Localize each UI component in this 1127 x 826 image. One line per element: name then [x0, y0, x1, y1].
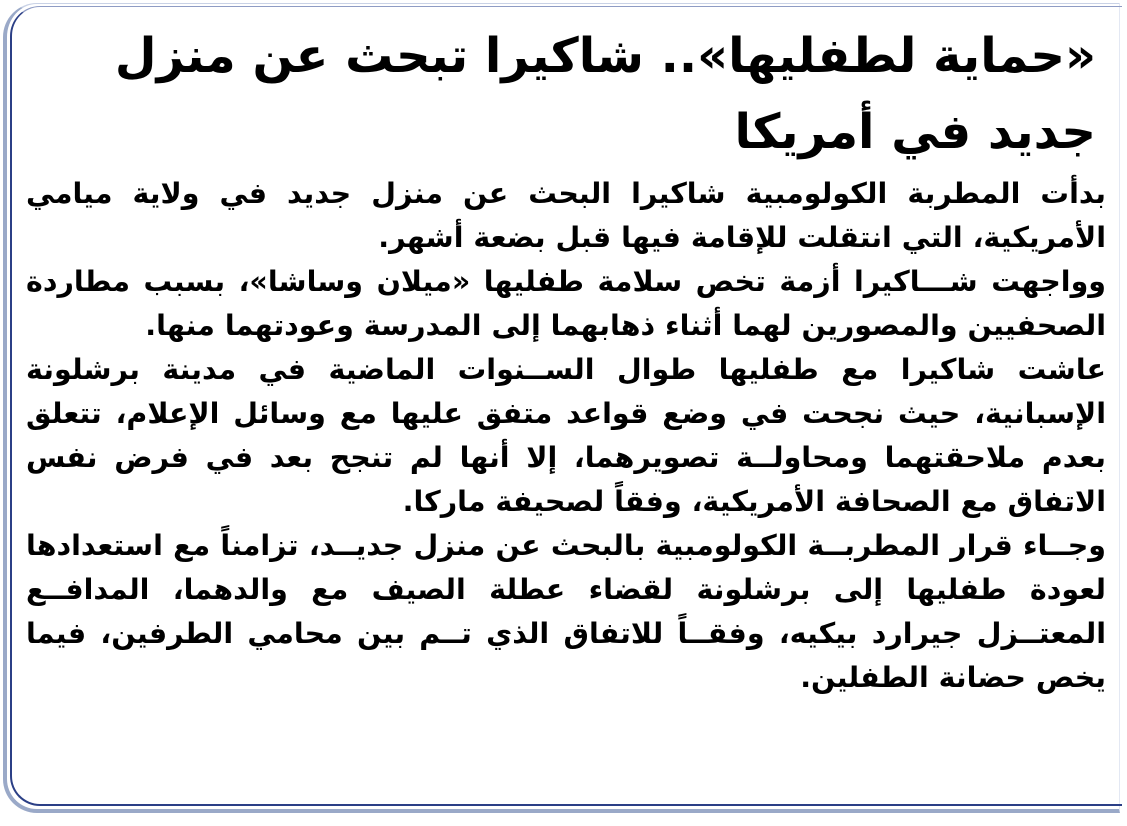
- article-clipping: [22, 18, 1112, 788]
- article-headline: «حماية لطفليها».. شاكيرا تبحث عن منزل جديد في أمريكا: [114, 28, 1096, 160]
- article-paragraph-4: وجــاء قرار المطربــة الكولومبية بالبحث عن منزل جديــد، تزامناً مع استعدادها لعودة طفليها إلى برشلونة لقضاء عطلة الصيف مع والدهما، المدافــع المعتــزل جيرارد بيكيه، وفقــاً للاتفاق الذي تــم بين محامي الطرفين، فيما يخص حضانة الطفلين.: [26, 529, 1106, 694]
- article-body: [22, 172, 1112, 700]
- article-paragraph-2: وواجهت شـــاكيرا أزمة تخص سلامة طفليها «ميلان وساشا»، بسبب مطاردة الصحفيين والمصورين لهما أثناء ذهابهما إلى المدرسة وعودتهما منها.: [26, 265, 1106, 342]
- article-paragraph-1: بدأت المطربة الكولومبية شاكيرا البحث عن منزل جديد في ولاية ميامي الأمريكية، التي انتقلت للإقامة فيها قبل بضعة أشهر.: [26, 177, 1106, 254]
- article-paragraph-3: عاشت شاكيرا مع طفليها طوال الســنوات الماضية في مدينة برشلونة الإسبانية، حيث نجحت في وضع قواعد متفق عليها مع وسائل الإعلام، تتعلق بعدم ملاحقتهما ومحاولــة تصويرهما، إلا أنها لم تنجح بعد في فرض نفس الاتفاق مع الصحافة الأمريكية، وفقاً لصحيفة ماركا.: [26, 353, 1106, 518]
